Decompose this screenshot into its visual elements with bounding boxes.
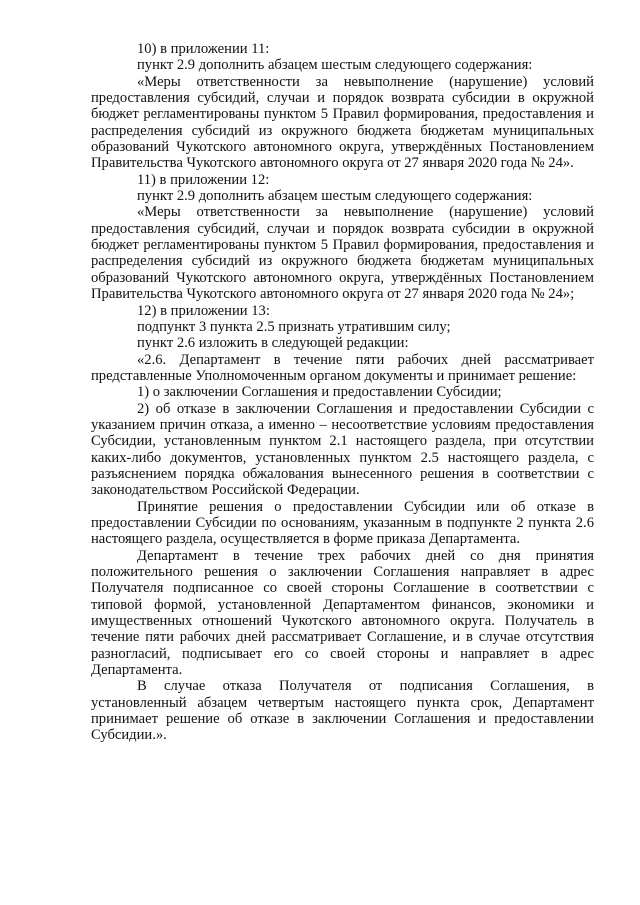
paragraph-clause-2-6: пункт 2.6 изложить в следующей редакции:: [137, 335, 409, 352]
paragraph-decision-form: Принятие решения о предоставлении Субсидии или об отказе в предоставлении Субсидии по основаниям, указанным в подпункте 2 пункта 2.6 настоящего раздела, осуществляется в форме приказа Департамента.: [91, 498, 594, 548]
paragraph-agreement-procedure: Департамент в течение трех рабочих дней со дня принятия положительного решения о заключении Соглашения направляет в адрес Получателя подписанное со своей стороны Соглашение в соответствии с типовой формой, установленной Департаментом финансов, экономики и имущественных отношений Чукотского автономного округа. Получатель в течение пяти рабочих дней рассматривает Соглашение, и в случае отсутствия разногласий, подписывает его со своей стороны и направляет в адрес Департамента.: [91, 547, 594, 679]
paragraph-2-6-text: «2.6. Департамент в течение пяти рабочих дней рассматривает представленные Уполномоченным органом документы и принимает решение:: [91, 351, 594, 384]
paragraph-item-12: 12) в приложении 13:: [137, 302, 270, 319]
paragraph-item-10: 10) в приложении 11:: [137, 41, 270, 57]
paragraph-decision-2: 2) об отказе в заключении Соглашения и предоставлении Субсидии с указанием причин отказа, а именно – несоответствие условиям предоставления Субсидии, установленным пунктом 2.1 настоящего раздела, при отсутствии каких-либо документов, установленных пунктом 2.5 настоящего раздела, с разъяснением порядка обжалования вынесенного решения в соответствии с законодательством Российской Федерации.: [91, 400, 594, 499]
paragraph-subclause-3: подпункт 3 пункта 2.5 признать утратившим силу;: [137, 318, 451, 335]
paragraph-item-11: 11) в приложении 12:: [137, 171, 270, 188]
paragraph-quote-responsibility: «Меры ответственности за невыполнение (нарушение) условий предоставления субсидий, случаи и порядок возврата субсидии в окружной бюджет регламентированы пунктом 5 Правил формирования, предоставления и распределения субсидий из окружного бюджета бюджетам муниципальных образований Чукотского автономного округа, утверждённых Постановлением Правительства Чукотского автономного округа от 27 января 2020 года № 24»;: [91, 204, 594, 303]
paragraph-refusal: В случае отказа Получателя от подписания Соглашения, в установленный абзацем четвертым настоящего пункта срок, Департамент принимает решение об отказе в заключении Соглашения и предоставлении Субсидии.».: [91, 678, 594, 744]
paragraph-clause-2-9: пункт 2.9 дополнить абзацем шестым следующего содержания:: [137, 57, 533, 74]
paragraph-clause-2-9: пункт 2.9 дополнить абзацем шестым следующего содержания:: [137, 188, 533, 205]
paragraph-decision-1: 1) о заключении Соглашения и предоставлении Субсидии;: [137, 384, 502, 401]
paragraph-quote-responsibility: «Меры ответственности за невыполнение (нарушение) условий предоставления субсидий, случаи и порядок возврата субсидии в окружной бюджет регламентированы пунктом 5 Правил формирования, предоставления и распределения субсидий из окружного бюджета бюджетам муниципальных образований Чукотского автономного округа, утверждённых Постановлением Правительства Чукотского автономного округа от 27 января 2020 года № 24».: [91, 73, 594, 172]
